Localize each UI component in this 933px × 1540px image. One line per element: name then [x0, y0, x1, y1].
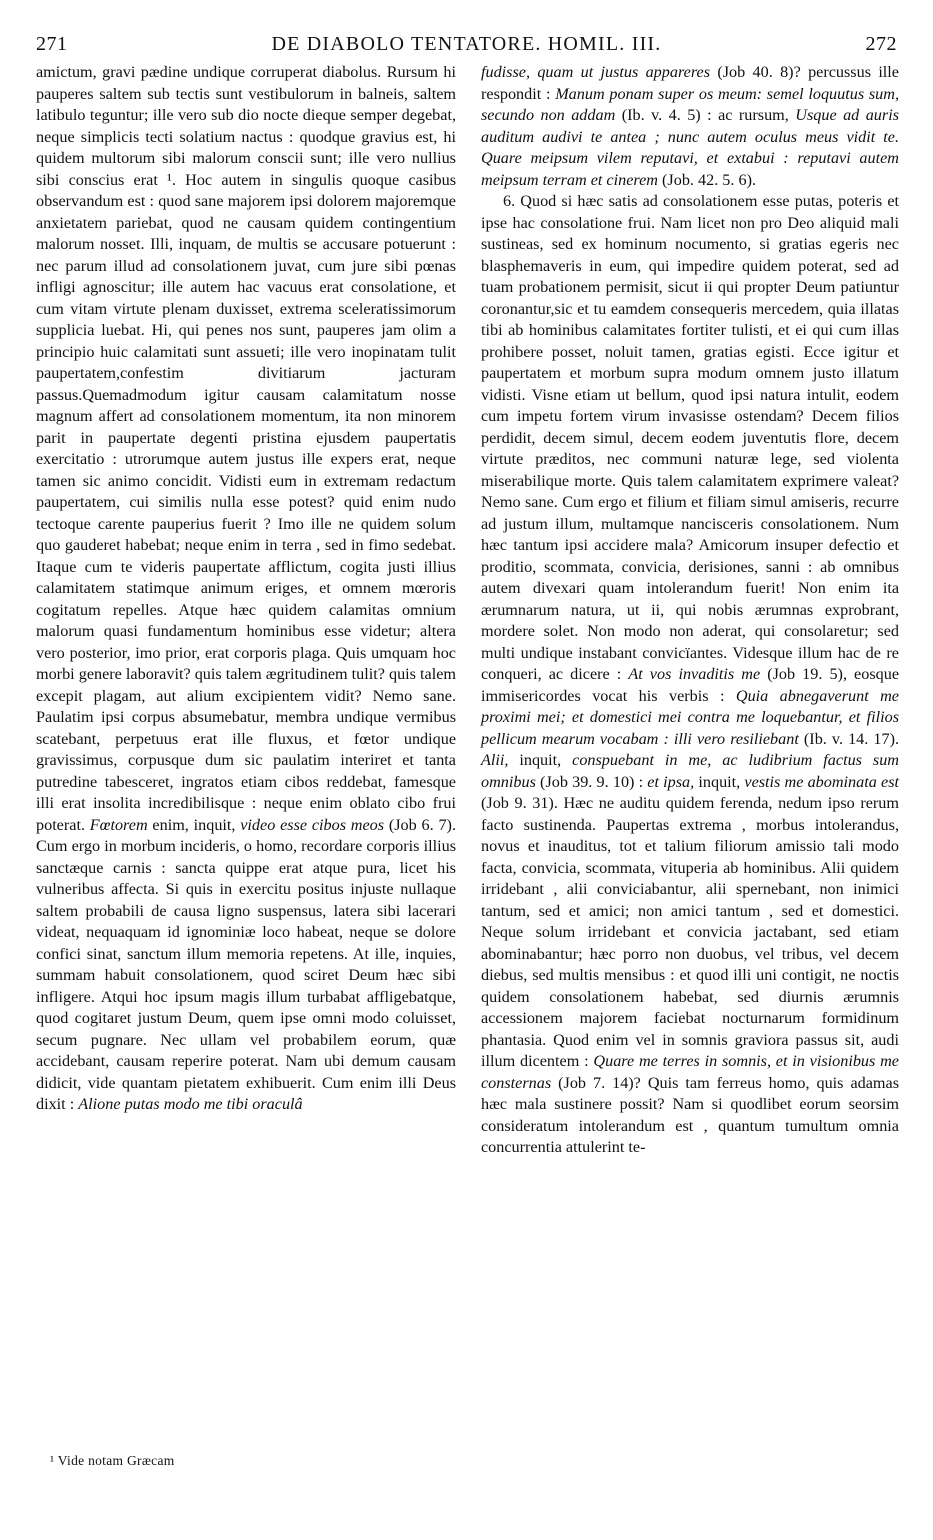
left-text-run: enim, inquit, — [147, 815, 241, 834]
right-column — [481, 62, 899, 1159]
left-column-text — [36, 62, 456, 1116]
right-column-paragraph-0 — [481, 62, 899, 191]
left-column — [36, 62, 456, 1116]
running-header — [36, 33, 897, 59]
right-column-paragraph-6 — [481, 191, 899, 1159]
right-text-run: (Job 39. 9. 10) : — [535, 772, 648, 791]
right-italic-run: At vos invaditis me — [628, 665, 761, 683]
right-text-run: inquit, — [508, 751, 573, 769]
right-page-number: 272 — [865, 33, 897, 55]
right-italic-run: Quare me terres in somnis, et in visionibus me consternas — [481, 1052, 899, 1092]
left-text-run: amictum, gravi pædine undique corruperat diabolus. Rursum hi pauperes saltem sub tectis sunt vestibulorum in balneis, saltem latibulo teguntur; ille vero sub dio nocte dieque semper degebat, neque simplicis tecti solatium nactus : quodque gravius est, hi quidem multorum sibi malorum conscii sunt; ille vero nullius sibi conscius erat ¹. Hoc autem in singulis quoque casibus observandum est : quod sane majorem ipsi dolorem majoremque anxietatem pariebat, quod ne causam quidem contingentium malorum nosset. Illi, inquam, de multis se accusare potuerunt : nec parum illud ad consolationem juvat, cum jure sibi pœnas infligi agnoscitur; ille autem hac vacuus erat consolatione, et cum vitam virtute plenam duxisset, extrema sceleratissimorum supplicia luebat. Hi, qui penes nos sunt, pauperes jam olim a principio huic calamitati sunt assueti; ille vero inopinatam tulit paupertatem,confestim divitiarum jacturam passus.Quemadmodum igitur causam calamitatum nosse magnum affert ad consolationem momentum, ita non minorem parit in paupertate degenti pristina ejusdem paupertatis exercitatio : utrorumque autem justus ille expers erat, neque tamen sic animo concidit. Vidisti eum in extremam redactum paupertatem, cui similis nulla esse potest? quid enim nudo tectoque carente pauperius fuerit ? Imo ille ne quidem solum quo gauderet habebat; neque enim in terra , sed in fimo sedebat. Itaque cum te videris paupertate afflictum, cogita justi illius calamitatem statimque animum eriges, et omnem mœroris cogitatum repelles. Atque hæc quidem calamitas omnium malorum quasi fundamentum hominibus esse videtur; altera vero posterior, imo prior, erat corporis plaga. Quis umquam hoc morbi genere laboravit? quis talem ægritudinem tulit? quis talem excepit plagam, aut alium excipientem vidit? Nemo sane. Paulatim ipsi corpus absumebatur, membra undique vermibus scatebant, perpetuus erat ille fluxus, et fœtor undique gravissimus, corpusque dum sic paulatim interiret et tanta putredine tabesceret, ingratos etiam cibos reddebat, famesque illi erat insolita incredibilisque : neque enim oblato cibo frui poterat. — [36, 63, 456, 834]
right-italic-run: et ipsa, — [647, 772, 695, 791]
right-text-run: inquit, — [694, 772, 745, 791]
right-text-run: 6. Quod si hæc satis ad consolationem esse putas, poteris et ipse hac consolatione frui. Nam licet non pro Deo aliquid mali sustineas, sed ex hominum nocumento, si gratias egeris nec blasphemaveris in eum, qui impedire quidem poterat, sed ad tuam probationem permisit, sicut ii qui propter Deum patiuntur coronantur,sic et tu eamdem consequeris mercedem, quia illatas tibi ab hominibus calamitates fortiter tulisti, et ei qui cum illas prohibere posset, noluit tamen, gratias egisti. Ecce igitur et paupertatem et morbum supra modum omnem justo illatum vidisti. Visne etiam ut bellum, quod ipsi natura intulit, eodem cum impetu fortem virum invasisse ostendam? Decem filios perdidit, decem simul, decem eodem juventutis flore, decem virtute præditos, nec communi naturæ lege, sed violenta miserabilique morte. Quis talem calamitatem exprimere valeat? Nemo sane. Cum ergo et filium et filiam simul amiseris, recurre ad justum illum, multamque nancisceris consolationem. Num hæc tantum ipsi accidere mala? Amicorum insuper defectio et proditio, scommata, convicia, derisiones, sanni : ab omnibus autem divexari quam intolerandum fuerit! Non enim ita ærumnarum natura, ut ii, qui nobis ærumnas exprobrant, mordere solet. Non modo non aderat, qui consolaretur; sed multi undique instabant convicïantes. Videsque illum hac de re conqueri, ac dicere : — [481, 192, 899, 683]
right-text-run: (Job 40. 8)? percussus ille respondit : — [481, 63, 899, 103]
left-italic-run: Alione putas modo me tibi oraculâ — [78, 1095, 303, 1113]
right-text-run: (Ib. v. 14. 17). — [798, 729, 900, 748]
right-italic-run: Quia abnegaverunt me proximi mei; et domestici mei contra me loquebantur, et filios pellicum mearum vocabam : illi vero resiliebant — [481, 686, 899, 748]
left-italic-run: Fœtorem — [89, 815, 148, 834]
right-italic-run: conspuebant in me, ac ludibrium factus sum omnibus — [481, 751, 899, 791]
right-text-run: (Job 19. 5), eosque immisericordes vocat his verbis : — [481, 665, 900, 705]
right-text-run: (Job 9. 31). Hæc ne auditu quidem ferenda, nedum ipso rerum facto sustinenda. Paupertas extrema , morbus intolerandus, novus et inauditus, tot et talium filiorum amissio tali modo facta, convicia, scommata, vituperia ab hominibus. Alii quidem irridebant , alii conviciabantur, alii spernebant, non inimici tantum, sed et amici; non amici tantum , sed et domestici. Neque solum irridebant et convicia jactabant, sed etiam abominabantur; hæc porro non duobus, vel tribus, vel decem diebus, sed multis mensibus : et quod illi uni contigit, ne noctis quidem consolationem habebat, sed diurnis ærumnis accessionem majorem faciebat nocturnarum formidinum phantasia. Quod enim vel in somnis graviora passus sit, audi illum dicentem : — [481, 794, 899, 1070]
right-italic-run: Manum ponam super os meum: semel loquutus sum, secundo non addam — [481, 84, 899, 124]
left-text-run: (Job 6. 7). Cum ergo in morbum incideris, o homo, recordare corporis illius sanctæque carnis : sancta quippe erat atque pura, licet his vulneribus affecta. Si quis in exercitu positus injuste nullaque saltem probabili de causa ligno suspensus, latera sibi lacerari videat, nequaquam id ignominiæ loco habeat, neque se dolore confici sinat, sanctum illum memoria repetens. At ille, inquies, summam habuit consolationem, quod sciret Deum hæc sibi infligere. Atqui hoc ipsum magis illum turbabat affligebatque, quod cogitaret justum Deum, quem ipse omni modo coluisset, secum pugnare. Nec ullam vel probabilem eorum, quæ accidebant, causam reperire poterat. Nam ubi demum causam didicit, vide quantam pietatem exhibuerit. Cum enim illi Deus dixit : — [36, 815, 456, 1113]
left-page-number: 271 — [36, 33, 68, 55]
running-title: DE DIABOLO TENTATORE. HOMIL. III. — [271, 33, 662, 55]
right-italic-run: Alii, — [481, 751, 509, 769]
right-text-run: (Job 7. 14)? Quis tam ferreus homo, quis adamas hæc mala sustinere possit? Nam si quodlibet eorum seorsim consideratum intolerandum est , quantum tumultum omnia concurrentia attulerint te- — [481, 1073, 899, 1156]
right-italic-run: Usque ad auris auditum audivi te antea ; nunc autem oculus meus vidit te. Quare meipsum vilem reputavi, et extabui : reputavi autem meipsum terram et cinerem — [481, 106, 899, 189]
right-text-run: (Job. 42. 5. 6). — [657, 170, 757, 189]
footnote: ¹ Vide notam Græcam — [50, 1453, 175, 1468]
left-italic-run: video esse cibos meos — [240, 815, 385, 834]
right-italic-run: vestis me abominata est — [744, 772, 900, 791]
right-text-run: (Ib. v. 4. 5) : ac rursum, — [615, 106, 796, 124]
right-italic-run: fudisse, quam ut justus appareres — [481, 63, 711, 81]
